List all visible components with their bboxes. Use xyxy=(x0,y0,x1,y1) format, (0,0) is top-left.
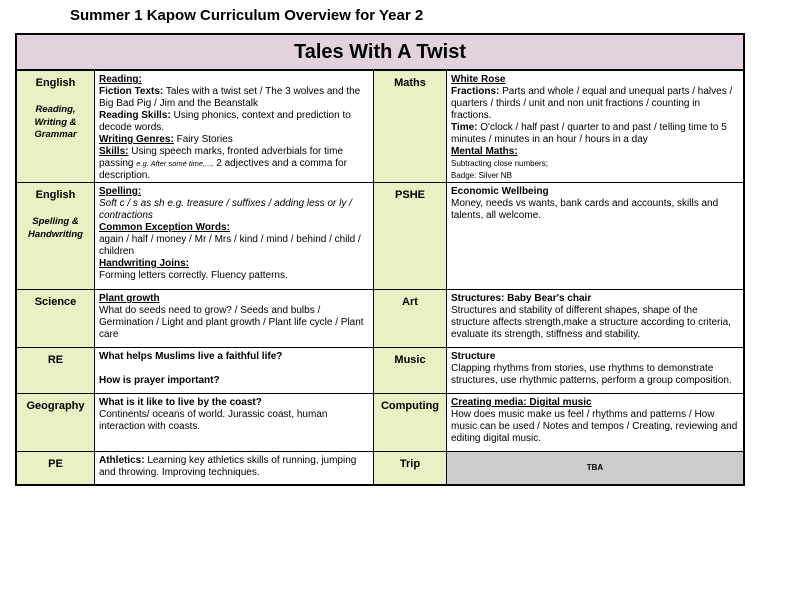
content-text: Athletics: Learning key athletics skills of running, jumping and throwing. Improving techniques. xyxy=(99,455,357,478)
topic-banner-label: Tales With A Twist xyxy=(293,40,467,63)
content-text: What helps Muslims live a faithful life? How is prayer important? xyxy=(99,351,283,386)
content-cell-computing xyxy=(447,394,743,452)
subject-label: PE xyxy=(48,458,63,470)
content-text: Structures: Baby Bear's chair Structures and stability of different shapes, shape of the structure affects strength,make a structure according to criteria, evaluate its strength, stiffness and stability. xyxy=(451,293,731,340)
subject-label: English xyxy=(35,77,76,89)
content-text: Spelling: Soft c / s as sh e.g. treasure / suffixes / adding less or ly / contractions Common Exception Words: again / half / money / Mr / Mrs / kind / mind / behind / child / children Handwriting Joins: Forming letters correctly. Fluency patterns. xyxy=(99,186,361,281)
subject-label: Music xyxy=(394,354,426,366)
content-cell-art xyxy=(447,290,743,348)
content-cell-maths xyxy=(447,71,743,183)
subject-label: Computing xyxy=(380,400,440,412)
content-text: Reading: Fiction Texts: Tales with a twist set / The 3 wolves and the Big Bad Pig / Jim and the Beanstalk Reading Skills: Using phonics, context and prediction to decode words. Writing Genres: Fairy Stories Skills: Using speech marks, fronted adverbials for time passing e.g. After some time,..., 2 adjectives and a comma for description. xyxy=(99,74,361,181)
subject-label: PSHE xyxy=(395,189,425,201)
subject-label: Trip xyxy=(399,458,421,470)
content-text: What is it like to live by the coast? Continents/ oceans of world. Jurassic coast, human interaction with coasts. xyxy=(99,397,328,432)
content-text: Economic Wellbeing Money, needs vs wants, bank cards and accounts, skills and talents, all welcome. xyxy=(451,186,719,221)
subject-cell-geography xyxy=(17,394,95,452)
subject-label: Science xyxy=(34,296,77,308)
subject-label: Maths xyxy=(394,77,426,89)
subject-sublabel: Reading, Writing & Grammar xyxy=(34,104,77,140)
content-cell-music xyxy=(447,348,743,394)
subject-sublabel: Spelling & Handwriting xyxy=(28,216,83,240)
curriculum-grid xyxy=(17,71,743,484)
content-cell-science xyxy=(95,290,374,348)
subject-cell-english-spelling xyxy=(17,183,95,290)
subject-label: Art xyxy=(402,296,418,308)
subject-cell-re xyxy=(17,348,95,394)
subject-cell-computing xyxy=(374,394,447,452)
subject-cell-pe xyxy=(17,452,95,484)
content-text: White Rose Fractions: Parts and whole / equal and unequal parts / halves / quarters / thirds / unit and non unit fractions / counting in fractions. Time: O'clock / half past / quarter to and past / telling time to 5 minutes / minutes in an hour / hours in a day Mental Maths: Subtracting close numbers; Badge: Silver NB xyxy=(451,74,733,180)
content-text: Structure Clapping rhythms from stories, use rhythms to demonstrate structures, use rhythmic patterns, perform a group composition. xyxy=(451,351,732,386)
subject-label: Geography xyxy=(26,400,85,412)
curriculum-table xyxy=(15,33,745,486)
content-cell-trip-tba xyxy=(447,452,743,484)
content-text: TBA xyxy=(586,463,604,472)
content-cell-english-reading xyxy=(95,71,374,183)
subject-cell-english-rwg xyxy=(17,71,95,183)
content-cell-re xyxy=(95,348,374,394)
subject-cell-pshe xyxy=(374,183,447,290)
content-cell-english-spelling xyxy=(95,183,374,290)
page-title: Summer 1 Kapow Curriculum Overview for Year 2 xyxy=(70,7,424,24)
subject-label: RE xyxy=(47,354,64,366)
subject-cell-maths xyxy=(374,71,447,183)
content-text: Plant growth What do seeds need to grow? / Seeds and bulbs / Germination / Light and plant growth / Plant life cycle / Plant care xyxy=(99,293,364,340)
subject-label: English xyxy=(35,189,76,201)
content-cell-pe xyxy=(95,452,374,484)
topic-banner xyxy=(17,35,743,71)
subject-cell-science xyxy=(17,290,95,348)
content-text: Creating media: Digital music How does music make us feel / rhythms and patterns / How music can be used / Notes and tempos / Creating, reviewing and editing digital music. xyxy=(451,397,738,444)
content-cell-geography xyxy=(95,394,374,452)
subject-cell-trip xyxy=(374,452,447,484)
subject-cell-music xyxy=(374,348,447,394)
content-cell-pshe xyxy=(447,183,743,290)
subject-cell-art xyxy=(374,290,447,348)
